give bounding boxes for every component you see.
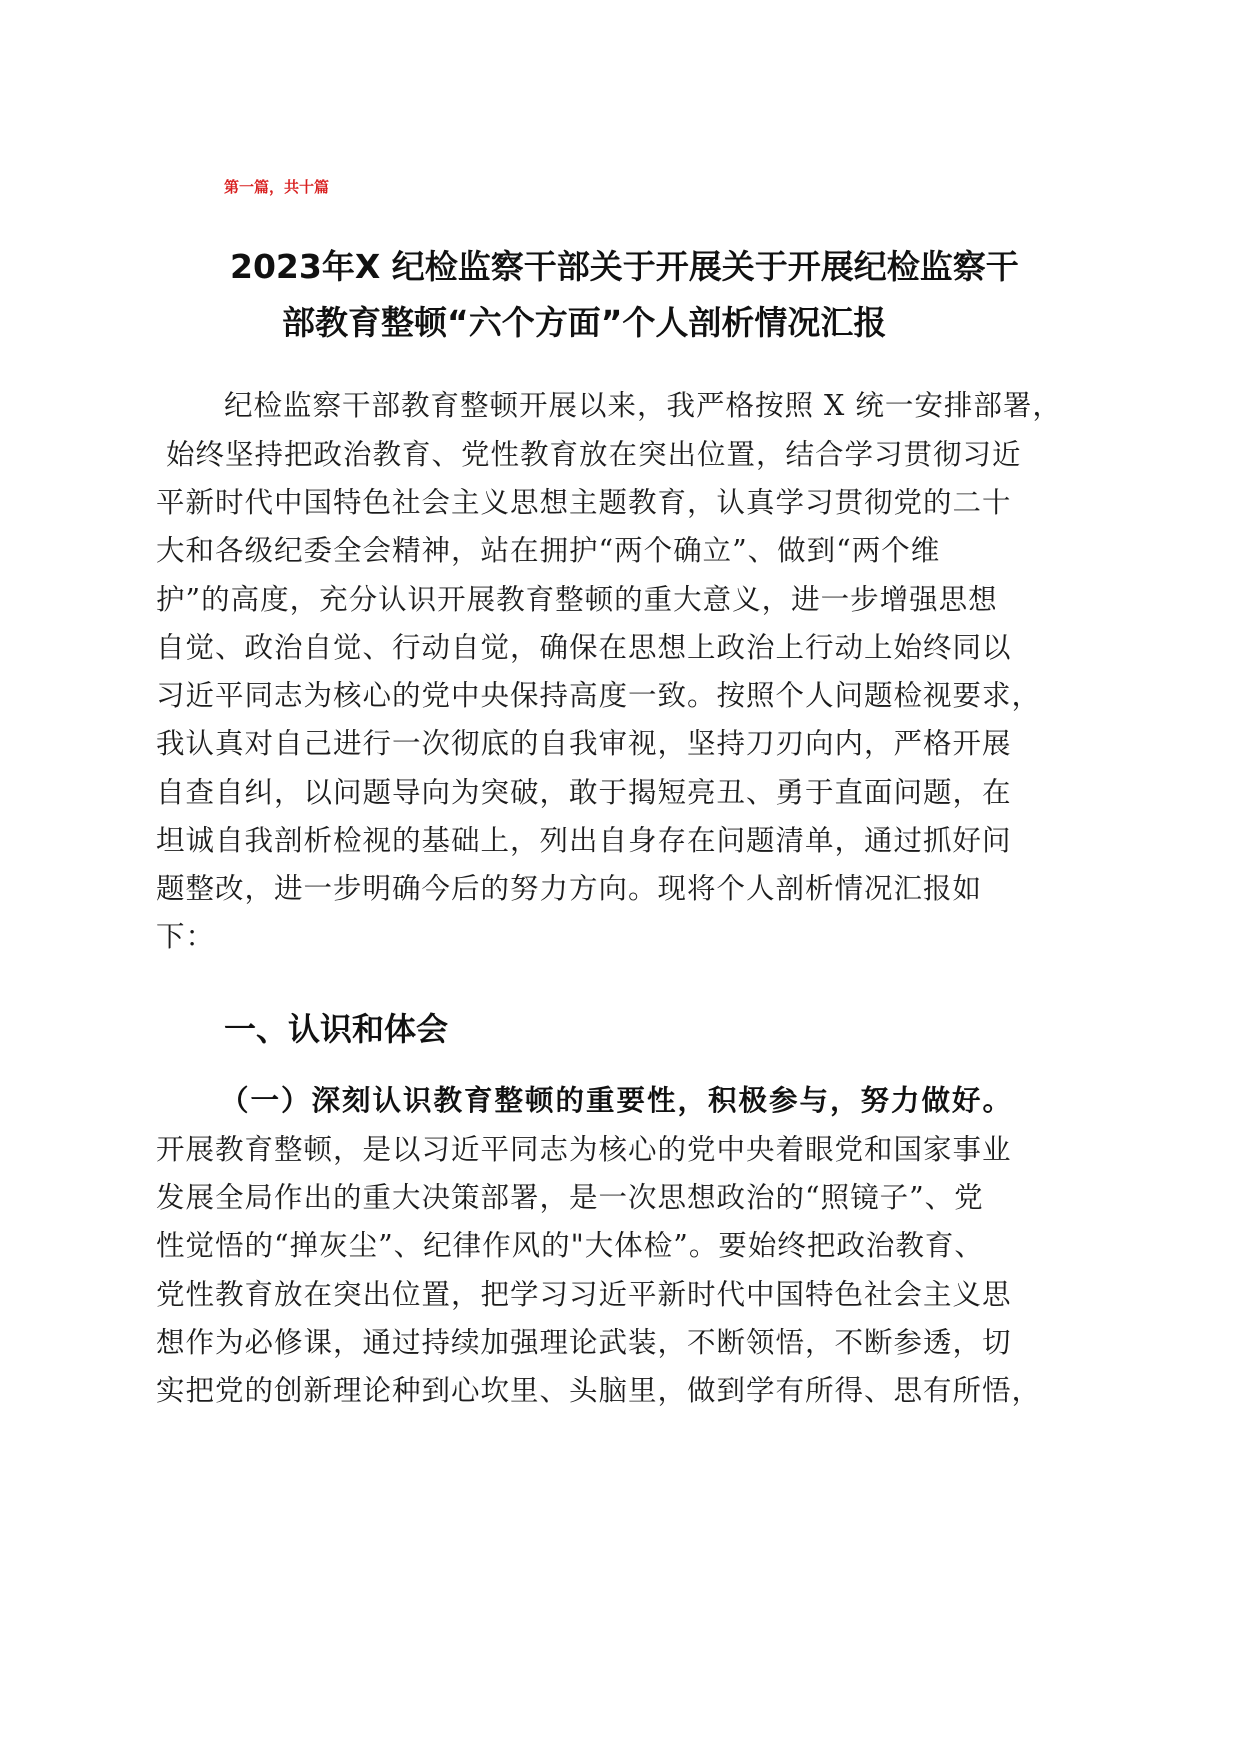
- document-title-line-1: 2023年X 纪检监察干部关于开展关于开展纪检监察干: [230, 247, 1019, 286]
- paragraph-line: 坦诚自我剖析检视的基础上，列出自身存在问题清单，通过抓好问: [156, 824, 1012, 857]
- paragraph-line: 开展教育整顿，是以习近平同志为核心的党中央着眼党和国家事业: [156, 1133, 1012, 1166]
- series-tag: 第一篇，共十篇: [224, 178, 330, 196]
- paragraph-line: 平新时代中国特色社会主义思想主题教育，认真学习贯彻党的二十: [156, 486, 1012, 519]
- document-title-line-2: 部教育整顿“六个方面”个人剖析情况汇报: [282, 303, 887, 342]
- section-heading: 一、认识和体会: [224, 1010, 449, 1048]
- paragraph-line: 护”的高度，充分认识开展教育整顿的重大意义，进一步增强思想: [156, 583, 998, 616]
- paragraph-line: 想作为必修课，通过持续加强理论武装，不断领悟，不断参透，切: [156, 1326, 1012, 1359]
- paragraph-line: 自觉、政治自觉、行动自觉，确保在思想上政治上行动上始终同以: [156, 631, 1012, 664]
- paragraph-line: 题整改，进一步明确今后的努力方向。现将个人剖析情况汇报如: [156, 872, 983, 905]
- paragraph-line: 党性教育放在突出位置，把学习习近平新时代中国特色社会主义思: [156, 1278, 1012, 1311]
- paragraph-line: 自查自纠，以问题导向为突破，敢于揭短亮丑、勇于直面问题，在: [156, 776, 1012, 809]
- paragraph-line: 性觉悟的“掸灰尘”、纪律作风的"大体检”。要始终把政治教育、: [156, 1229, 984, 1262]
- paragraph-line: 我认真对自己进行一次彻底的自我审视，坚持刀刃向内，严格开展: [156, 727, 1012, 760]
- paragraph-line: 习近平同志为核心的党中央保持高度一致。按照个人问题检视要求，: [156, 679, 1042, 712]
- subsection-heading: （一）深刻认识教育整顿的重要性，积极参与，努力做好。: [220, 1084, 1014, 1117]
- paragraph-line: 纪检监察干部教育整顿开展以来，我严格按照 X 统一安排部署，: [224, 389, 1062, 422]
- paragraph-line: 下：: [156, 920, 216, 953]
- paragraph-line: 大和各级纪委全会精神，站在拥护“两个确立”、做到“两个维: [156, 534, 941, 567]
- paragraph-line: 始终坚持把政治教育、党性教育放在突出位置，结合学习贯彻习近: [166, 438, 1022, 471]
- paragraph-line: 发展全局作出的重大决策部署，是一次思想政治的“照镜子”、党: [156, 1181, 984, 1214]
- paragraph-line: 实把党的创新理论种到心坎里、头脑里，做到学有所得、思有所悟，: [156, 1374, 1042, 1407]
